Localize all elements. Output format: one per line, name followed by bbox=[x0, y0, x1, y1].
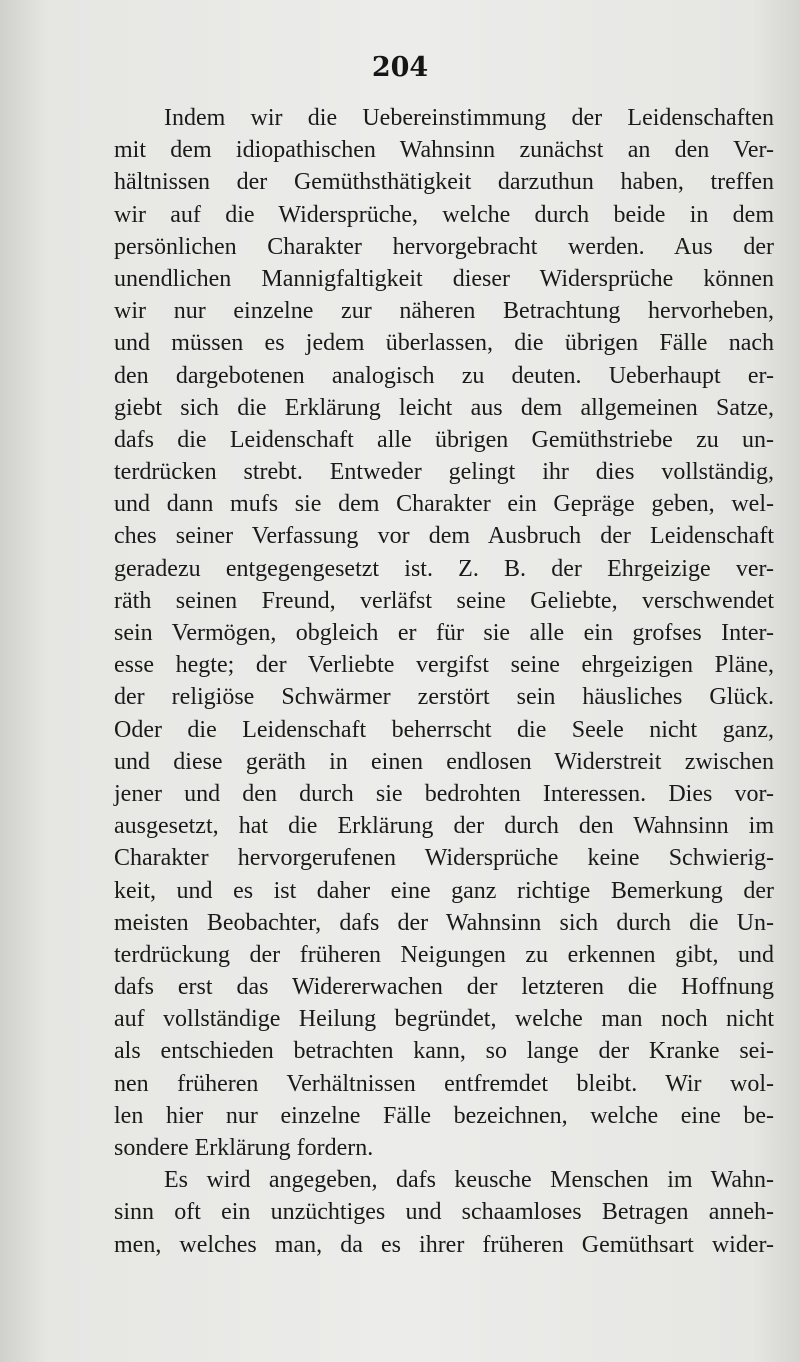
text-line: terdrückung der früheren Neigungen zu erkennen gibt, und bbox=[114, 941, 774, 968]
page-number: 204 bbox=[371, 52, 429, 83]
text-line: unendlichen Mannigfaltigkeit dieser Widersprüche können bbox=[114, 265, 774, 292]
text-line: giebt sich die Erklärung leicht aus dem allgemeinen Satze, bbox=[114, 394, 774, 421]
text-line: und dann mufs sie dem Charakter ein Gepräge geben, wel- bbox=[114, 491, 774, 518]
text-line: den dargebotenen analogisch zu deuten. Ueberhaupt er- bbox=[114, 362, 774, 389]
text-line: als entschieden betrachten kann, so lange der Kranke sei- bbox=[114, 1038, 774, 1065]
text-line: Oder die Leidenschaft beherrscht die Seele nicht ganz, bbox=[114, 716, 774, 743]
text-line: dafs die Leidenschaft alle übrigen Gemüthstriebe zu un- bbox=[114, 426, 774, 453]
text-line: mit dem idiopathischen Wahnsinn zunächst an den Ver- bbox=[114, 137, 774, 164]
text-line: und diese geräth in einen endlosen Widerstreit zwischen bbox=[114, 748, 774, 775]
text-line: ches seiner Verfassung vor dem Ausbruch der Leidenschaft bbox=[114, 523, 774, 550]
text-line: persönlichen Charakter hervorgebracht werden. Aus der bbox=[114, 233, 774, 260]
text-line: wir auf die Widersprüche, welche durch beide in dem bbox=[114, 201, 774, 228]
text-line: der religiöse Schwärmer zerstört sein häusliches Glück. bbox=[114, 684, 774, 711]
text-line: terdrücken strebt. Entweder gelingt ihr dies vollständig, bbox=[114, 459, 774, 486]
text-line: auf vollständige Heilung begründet, welche man noch nicht bbox=[114, 1006, 774, 1033]
text-line: wir nur einzelne zur näheren Betrachtung hervorheben, bbox=[114, 298, 774, 325]
text-line: Indem wir die Uebereinstimmung der Leidenschaften bbox=[164, 105, 774, 131]
text-line: geradezu entgegengesetzt ist. Z. B. der Ehrgeizige ver- bbox=[114, 555, 774, 582]
text-line: meisten Beobachter, dafs der Wahnsinn sich durch die Un- bbox=[114, 909, 774, 936]
text-line: sinn oft ein unzüchtiges und schaamloses Betragen anneh- bbox=[114, 1199, 774, 1226]
text-line: jener und den durch sie bedrohten Interessen. Dies vor- bbox=[114, 780, 774, 807]
text-line: und müssen es jedem überlassen, die übrigen Fälle nach bbox=[114, 330, 774, 357]
text-line: sein Vermögen, obgleich er für sie alle ein grofses Inter- bbox=[114, 620, 774, 646]
text-line: sondere Erklärung fordern. bbox=[114, 1135, 374, 1161]
text-line: men, welches man, da es ihrer früheren Gemüthsart wider- bbox=[114, 1231, 774, 1258]
text-line: Charakter hervorgerufenen Widersprüche keine Schwierig- bbox=[114, 845, 774, 872]
text-line: keit, und es ist daher eine ganz richtige Bemerkung der bbox=[114, 877, 774, 904]
text-line: len hier nur einzelne Fälle bezeichnen, welche eine be- bbox=[114, 1102, 774, 1129]
text-line: ausgesetzt, hat die Erklärung der durch den Wahnsinn im bbox=[114, 813, 774, 840]
text-line: Es wird angegeben, dafs keusche Menschen im Wahn- bbox=[164, 1167, 774, 1194]
text-line: esse hegte; der Verliebte vergifst seine ehrgeizigen Pläne, bbox=[114, 652, 774, 679]
text-line: räth seinen Freund, verläfst seine Geliebte, verschwendet bbox=[114, 587, 774, 614]
text-line: dafs erst das Widererwachen der letzteren die Hoffnung bbox=[114, 974, 774, 1001]
text-line: hältnissen der Gemüthsthätigkeit darzuthun haben, treffen bbox=[114, 169, 774, 196]
body-text bbox=[114, 102, 774, 1261]
text-line: nen früheren Verhältnissen entfremdet bleibt. Wir wol- bbox=[114, 1070, 774, 1097]
